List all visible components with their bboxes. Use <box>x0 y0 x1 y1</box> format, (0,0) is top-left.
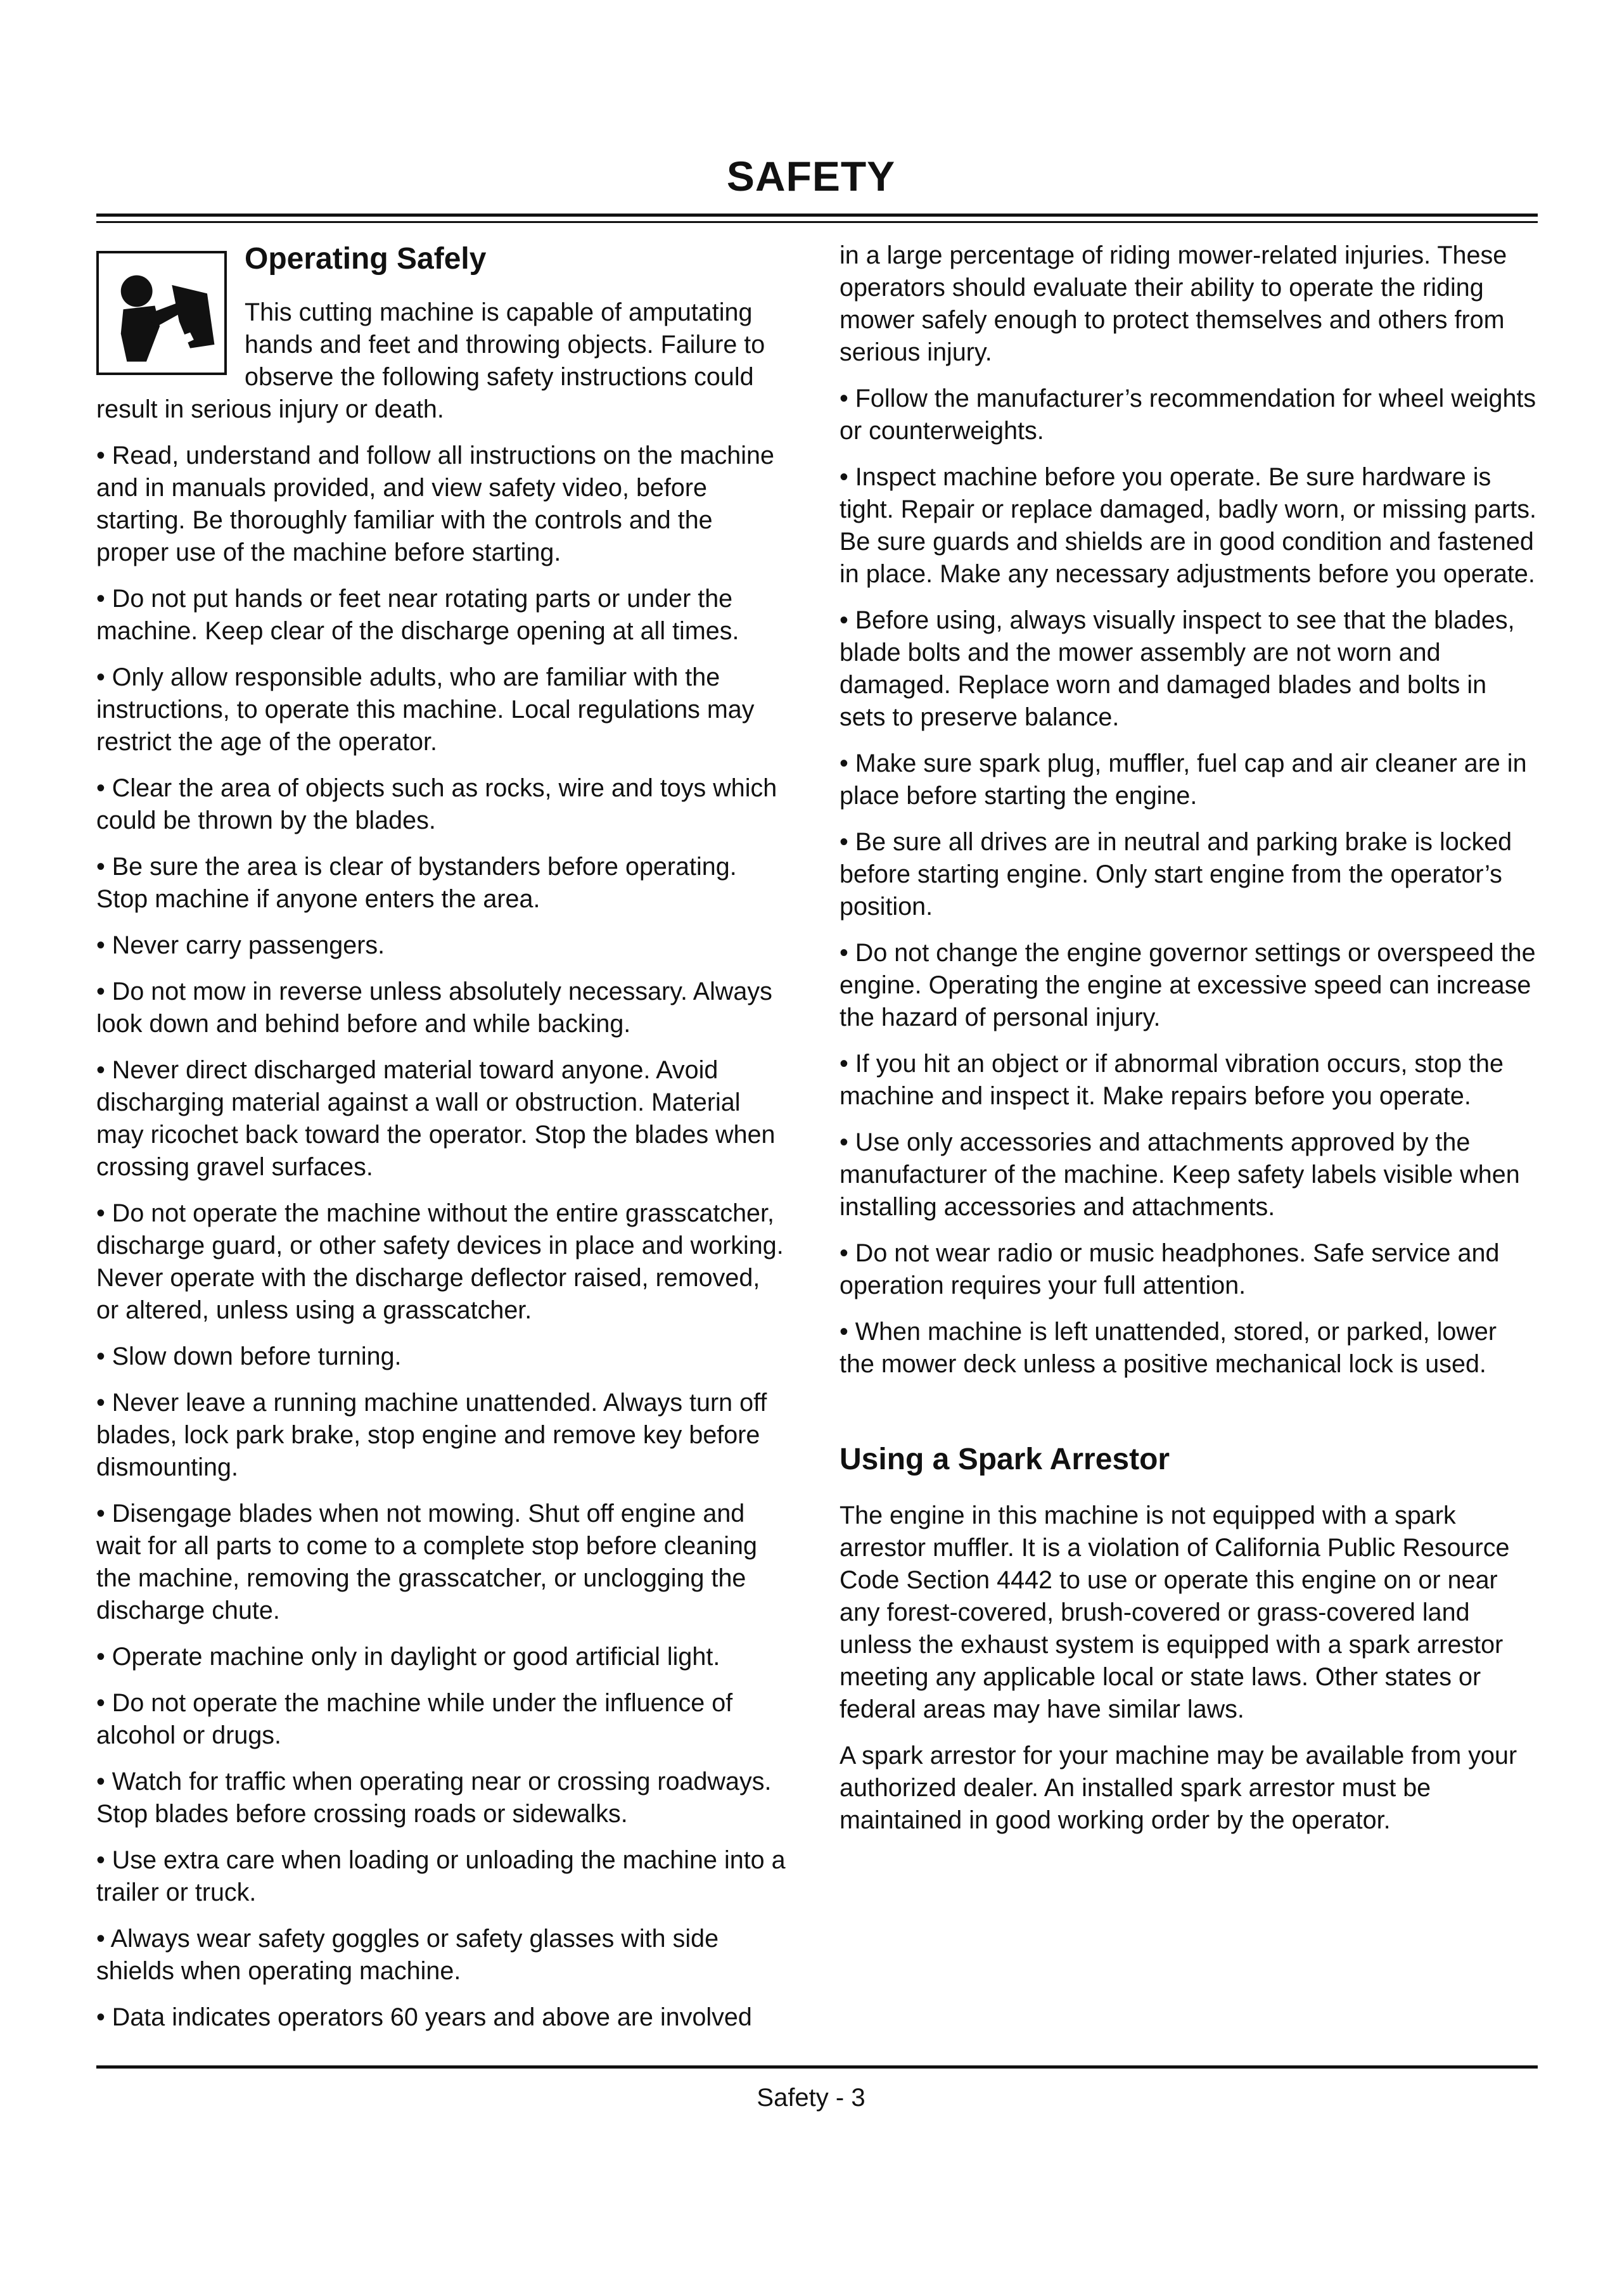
bullet-item: • Slow down before turning. <box>96 1343 402 1370</box>
bullet-item: • Do not wear radio or music headphones. Safe service and operation requires your full attention. <box>840 1239 1500 1299</box>
bullet-item: • Inspect machine before you operate. Be sure hardware is tight. Repair or replace damaged, badly worn, or missing parts. Be sure guards and shields are in good condition and fastened in place. Make any necessary adjustments before you operate. <box>840 463 1536 588</box>
intro-paragraph: This cutting machine is capable of amputating hands and feet and throwing objects. Failure to observe the following safety instructions could result in serious injury or death. <box>96 298 765 423</box>
bullet-item: • Be sure all drives are in neutral and parking brake is locked before starting engine. Only start engine from the operator’s position. <box>840 828 1512 921</box>
bullet-item: • Data indicates operators 60 years and above are involved <box>96 2003 752 2031</box>
hand-amputation-warning-icon <box>96 251 227 375</box>
footer-rule <box>96 2065 1538 2069</box>
left-column <box>96 239 787 2048</box>
page-title: SAFETY <box>726 153 896 200</box>
bullet-item: • Do not change the engine governor settings or overspeed the engine. Operating the engine at excessive speed can increase the hazard of personal injury. <box>840 939 1536 1031</box>
bullet-item: • Never leave a running machine unattended. Always turn off blades, lock park brake, stop engine and remove key before dismounting. <box>96 1389 767 1481</box>
bullet-item: • Do not mow in reverse unless absolutely necessary. Always look down and behind before and while backing. <box>96 978 772 1038</box>
bullet-item: • If you hit an object or if abnormal vibration occurs, stop the machine and inspect it. Make repairs before you operate. <box>840 1050 1504 1110</box>
bullet-item: • Only allow responsible adults, who are familiar with the instructions, to operate this machine. Local regulations may restrict the age of the operator. <box>96 663 755 756</box>
bullet-item: • Never carry passengers. <box>96 931 385 959</box>
bullet-item: • When machine is left unattended, stored, or parked, lower the mower deck unless a positive mechanical lock is used. <box>840 1318 1497 1378</box>
bullet-item: • Do not operate the machine while under the influence of alcohol or drugs. <box>96 1689 733 1749</box>
bullet-item: • Do not operate the machine without the entire grasscatcher, discharge guard, or other safety devices in place and working. Never operate with the discharge deflector raised, removed, or altered, unless using a grasscatcher. <box>96 1199 784 1324</box>
header-rule-thin <box>96 221 1538 223</box>
bullet-item: • Use extra care when loading or unloading the machine into a trailer or truck. <box>96 1846 786 1906</box>
bullet-item: • Before using, always visually inspect to see that the blades, blade bolts and the mower assembly are not worn and damaged. Replace worn and damaged blades and bolts in sets to preserve balance. <box>840 606 1515 731</box>
spark-paragraph: The engine in this machine is not equipped with a spark arrestor muffler. It is a violation of California Public Resource Code Section 4442 to use or operate this engine on or near any forest-covered, brush-covered or grass-covered land unless the exhaust system is equipped with a spark arrestor meeting any applicable local or state laws. Other states or federal areas may have similar laws. <box>840 1502 1510 1723</box>
bullet-item: • Disengage blades when not mowing. Shut off engine and wait for all parts to come to a complete stop before cleaning the machine, removing the grasscatcher, or unclogging the discharge chute. <box>96 1500 757 1624</box>
section-heading-spark-arrestor: Using a Spark Arrestor <box>840 1443 1170 1476</box>
bullet-item: • Make sure spark plug, muffler, fuel cap and air cleaner are in place before starting the engine. <box>840 749 1527 810</box>
bullet-item: • Clear the area of objects such as rocks, wire and toys which could be thrown by the blades. <box>96 774 777 834</box>
bullet-item: • Read, understand and follow all instructions on the machine and in manuals provided, and view safety video, before starting. Be thoroughly familiar with the controls and the proper use of the machine before starting. <box>96 442 774 566</box>
bullet-item: • Always wear safety goggles or safety glasses with side shields when operating machine. <box>96 1925 719 1985</box>
right-column <box>840 239 1536 1851</box>
page-number: Safety - 3 <box>757 2084 865 2112</box>
section-heading-operating-safely: Operating Safely <box>245 242 487 276</box>
bullet-item: • Operate machine only in daylight or good artificial light. <box>96 1643 720 1671</box>
bullet-item: • Watch for traffic when operating near or crossing roadways. Stop blades before crossing roads or sidewalks. <box>96 1768 772 1828</box>
bullet-item: • Follow the manufacturer’s recommendation for wheel weights or counterweights. <box>840 385 1536 445</box>
bullet-item: • Use only accessories and attachments approved by the manufacturer of the machine. Keep safety labels visible when installing accessories and attachments. <box>840 1128 1520 1221</box>
bullet-item: • Do not put hands or feet near rotating parts or under the machine. Keep clear of the discharge opening at all times. <box>96 585 739 645</box>
spark-paragraph: A spark arrestor for your machine may be available from your authorized dealer. An installed spark arrestor must be maintained in good working order by the operator. <box>840 1742 1517 1834</box>
continuation-paragraph: in a large percentage of riding mower-related injuries. These operators should evaluate their ability to operate the riding mower safely enough to protect themselves and others from serious injury. <box>840 241 1507 366</box>
bullet-item: • Be sure the area is clear of bystanders before operating. Stop machine if anyone enters the area. <box>96 853 737 913</box>
header-rule-thick <box>96 214 1538 217</box>
bullet-item: • Never direct discharged material toward anyone. Avoid discharging material against a wall or obstruction. Material may ricochet back toward the operator. Stop the blades when crossing gravel surfaces. <box>96 1056 776 1181</box>
